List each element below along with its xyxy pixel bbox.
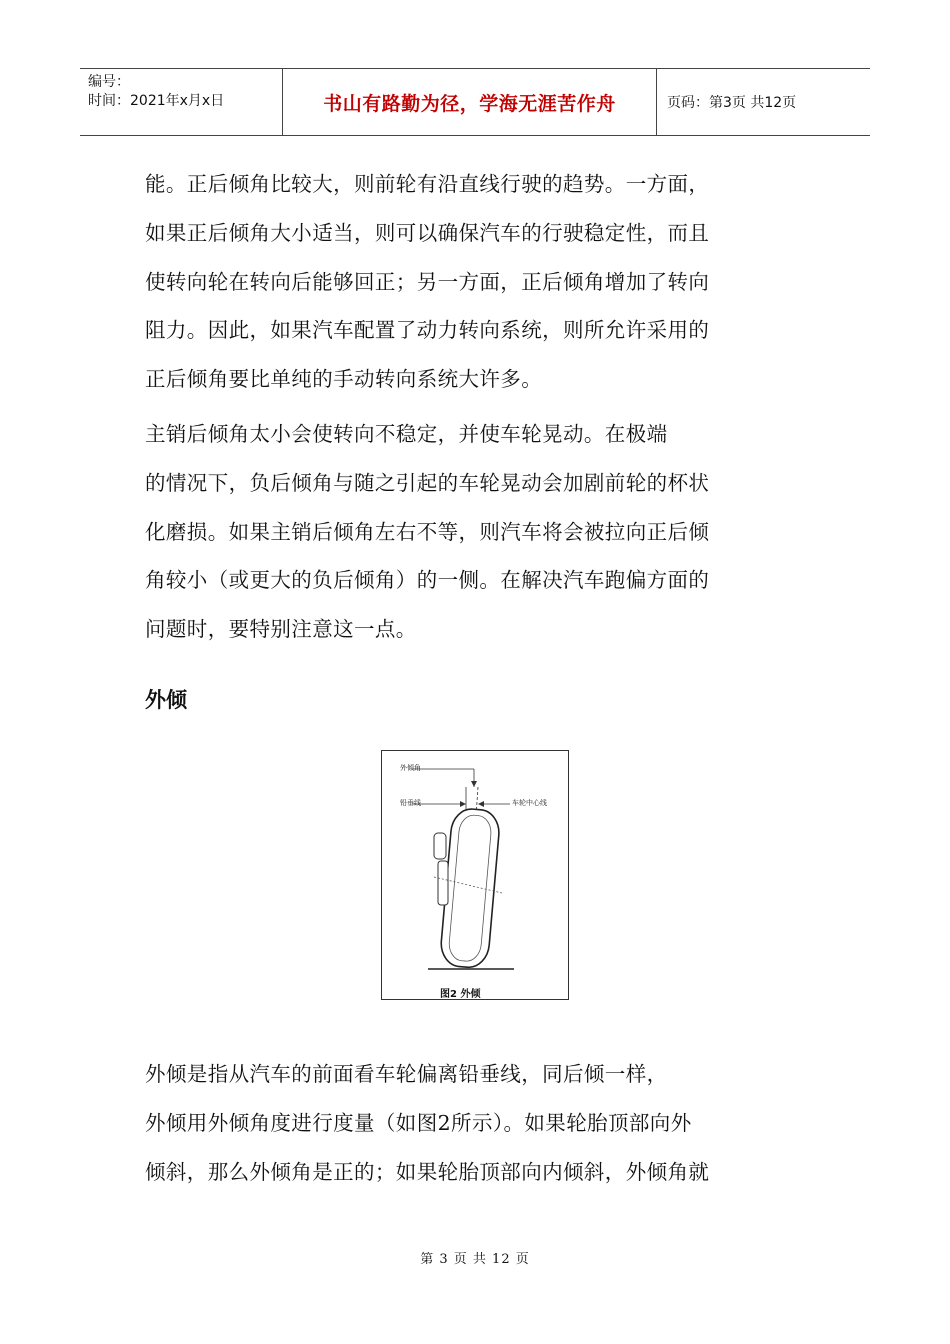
paragraph-caster-too-small: 主销后倾角太小会使转向不稳定，并使车轮晃动。在极端 的情况下，负后倾角与随之引起的车轮晃动会加剧前轮的杯状 化磨损。如果主销后倾角左右不等，则汽车将会被拉向正后倾 角较小（或更大的负后倾角）的一侧。在解决汽车跑偏方面的 问题时，要特别注意这一点。 (145, 422, 710, 642)
label-camber-angle: 外倾角 (400, 764, 421, 772)
knuckle-part (438, 861, 448, 905)
page-header (80, 68, 870, 136)
header-motto: 书山有路勤为径，学海无涯苦作舟 (283, 69, 657, 135)
figure-caption: 图2 外倾 (440, 989, 481, 1000)
header-page-info: 页码：第3页 共12页 (667, 95, 797, 111)
camber-figure (381, 750, 569, 1000)
camber-diagram (382, 751, 568, 999)
paragraph-caster-effects: 能。正后倾角比较大，则前轮有沿直线行驶的趋势。一方面， 如果正后倾角大小适当，则可以确保汽车的行驶稳定性，而且 使转向轮在转向后能够回正；另一方面，正后倾角增加了转向 阻力。因此，如果汽车配置了动力转向系统，则所允许采用的 正后倾角要比单纯的手动转向系统大许多。 (145, 172, 710, 392)
document-time-label: 时间：2021年x月x日 (88, 93, 225, 109)
strut-part (434, 833, 446, 859)
tire-shape (439, 807, 501, 969)
label-wheel-centerline: 车轮中心线 (512, 799, 547, 807)
paragraph-camber-definition: 外倾是指从汽车的前面看车轮偏离铅垂线，同后倾一样， 外倾用外倾角度进行度量（如图2所示）。如果轮胎顶部向外 倾斜，那么外倾角是正的；如果轮胎顶部向内倾斜，外倾角就 (145, 1062, 710, 1184)
section-heading-camber: 外倾 (145, 688, 187, 712)
document-number-label: 编号： (88, 74, 130, 90)
label-plumb-line: 铅垂线 (400, 799, 421, 807)
header-meta (80, 69, 283, 135)
page-footer: 第 3 页 共 12 页 (420, 1252, 530, 1267)
